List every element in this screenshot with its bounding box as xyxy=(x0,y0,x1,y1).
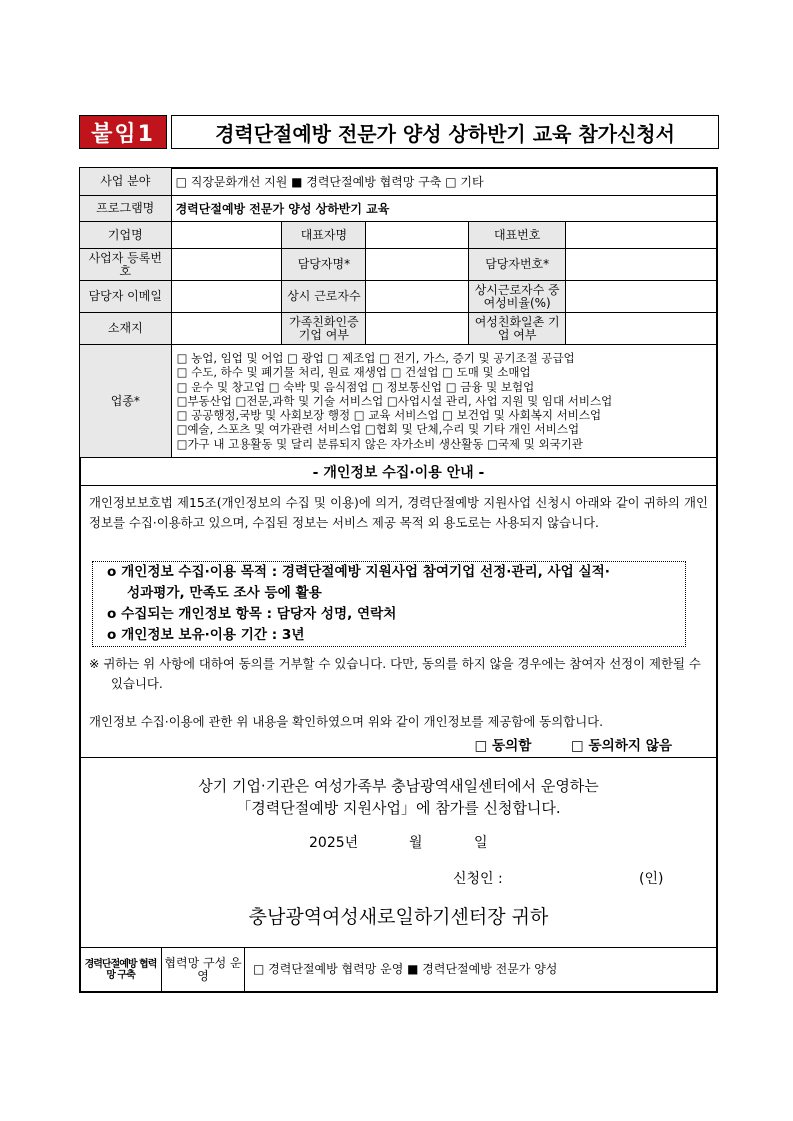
footer-options[interactable]: □ 경력단절예방 협력망 운영 ■ 경력단절예방 전문가 양성 xyxy=(245,948,718,993)
rep-phone-field[interactable] xyxy=(566,222,718,249)
date-month[interactable]: 월 xyxy=(409,835,423,851)
company-field[interactable] xyxy=(171,222,282,249)
disagree-checkbox[interactable]: □ 동의하지 않음 xyxy=(570,738,672,754)
declaration-line-2: 「경력단절예방 지원사업」에 참가를 신청합니다. xyxy=(236,799,561,817)
location-field[interactable] xyxy=(171,313,282,345)
rep-phone-label: 대표번호 xyxy=(469,222,566,249)
privacy-note xyxy=(79,654,718,694)
rep-name-field[interactable] xyxy=(366,222,469,249)
recipient: 충남광역여성새로일하기센터장 귀하 xyxy=(248,906,549,928)
manager-phone-label: 담당자번호* xyxy=(469,249,566,281)
privacy-note-text: ※ 귀하는 위 사항에 대하여 동의를 거부할 수 있습니다. 다만, 동의를 하지 않을 경우에는 참여자 선정이 제한될 수 있습니다. xyxy=(89,656,701,691)
privacy-item-purpose-cont: 성과평가, 만족도 조사 등에 활용 xyxy=(127,585,322,601)
seal-mark[interactable]: (인) xyxy=(639,871,664,887)
bizno-field[interactable] xyxy=(171,249,282,281)
privacy-details-box xyxy=(92,561,686,647)
consent-options xyxy=(79,734,718,754)
family-cert-label: 가족친화인증 기업 여부 xyxy=(282,313,366,345)
employees-label: 상시 근로자수 xyxy=(282,281,366,313)
attachment-badge: 붙임1 xyxy=(79,115,167,149)
privacy-title: - 개인정보 수집·이용 안내 - xyxy=(79,460,718,486)
section-divider xyxy=(79,757,718,758)
industry-label: 업종* xyxy=(80,345,172,458)
industry-line[interactable]: □예술, 스포츠 및 여가관련 서비스업 □협회 및 단체,수리 및 기타 개인 서비스업 xyxy=(176,422,580,437)
applicant-label: 신청인 : xyxy=(453,871,503,887)
date-day[interactable]: 일 xyxy=(474,835,488,851)
industry-line[interactable]: □ 운수 및 창고업 □ 숙박 및 음식점업 □ 정보통신업 □ 금융 및 보험업 xyxy=(176,379,535,394)
women-friendly-field[interactable] xyxy=(566,313,718,345)
industry-line[interactable]: □부동산업 □전문,과학 및 기술 서비스업 □사업시설 관리, 사업 지원 및 임대 서비스업 xyxy=(176,393,613,408)
female-ratio-label: 상시근로자수 중 여성비율(%) xyxy=(469,281,566,313)
employees-field[interactable] xyxy=(366,281,469,313)
consent-text: 개인정보 수집·이용에 관한 위 내용을 확인하였으며 위와 같이 개인정보를 제공함에 동의합니다. xyxy=(89,714,604,729)
manager-name-label: 담당자명* xyxy=(282,249,366,281)
declaration-line-1: 상기 기업·기관은 여성가족부 충남광역새일센터에서 운영하는 xyxy=(198,777,599,795)
declaration xyxy=(79,775,718,819)
industry-line[interactable]: □ 공공행정,국방 및 사회보장 행정 □ 교육 서비스업 □ 보건업 및 사회복지 서비스업 xyxy=(176,408,602,423)
bizno-label: 사업자 등록번호 xyxy=(80,249,172,281)
industry-line[interactable]: □가구 내 고용활동 및 달리 분류되지 않은 자가소비 생산활동 □국제 및 외국기관 xyxy=(176,436,583,451)
date-year[interactable]: 2025년 xyxy=(309,835,359,851)
privacy-item-purpose: o 개인정보 수집·이용 목적 : 경력단절예방 지원사업 참여기업 선정·관리, 사업 실적· xyxy=(107,564,610,580)
industry-line[interactable]: □ 수도, 하수 및 폐기물 처리, 원료 재생업 □ 건설업 □ 도매 및 소매업 xyxy=(176,365,531,380)
agree-checkbox[interactable]: □ 동의함 xyxy=(474,738,532,754)
page-title: 경력단절예방 전문가 양성 상하반기 교육 참가신청서 xyxy=(171,115,719,149)
manager-name-field[interactable] xyxy=(366,249,469,281)
manager-phone-field[interactable] xyxy=(566,249,718,281)
privacy-item-fields: o 수집되는 개인정보 항목 : 담당자 성명, 연락처 xyxy=(107,606,397,622)
footer-table xyxy=(79,947,718,993)
family-cert-field[interactable] xyxy=(366,313,469,345)
footer-subcategory: 협력망 구성 운영 xyxy=(162,948,245,993)
rep-name-label: 대표자명 xyxy=(282,222,366,249)
program-label: 프로그램명 xyxy=(80,196,172,222)
footer-category: 경력단절예방 협력망 구축 xyxy=(80,948,162,993)
privacy-intro: 개인정보보호법 제15조(개인정보의 수집 및 이용)에 의거, 경력단절예방 지원사업 신청시 아래와 같이 귀하의 개인정보를 수집·이용하고 있으며, 수집된 정보는 서비스 제공 목적 외 용도로는 사용되지 않습니다. xyxy=(89,495,708,530)
program-value: 경력단절예방 전문가 양성 상하반기 교육 xyxy=(171,196,717,222)
female-ratio-field[interactable] xyxy=(566,281,718,313)
company-label: 기업명 xyxy=(80,222,172,249)
location-label: 소재지 xyxy=(80,313,172,345)
industry-options[interactable] xyxy=(171,345,717,458)
business-area-options[interactable]: □ 직장문화개선 지원 ■ 경력단절예방 협력망 구축 □ 기타 xyxy=(171,168,717,196)
industry-line[interactable]: □ 농업, 임업 및 어업 □ 광업 □ 제조업 □ 전기, 가스, 증기 및 공기조절 공급업 xyxy=(176,350,575,365)
manager-email-label: 담당자 이메일 xyxy=(80,281,172,313)
privacy-item-period: o 개인정보 보유·이용 기간 : 3년 xyxy=(107,627,305,643)
business-area-label: 사업 분야 xyxy=(80,168,172,196)
women-friendly-label: 여성친화일촌 기업 여부 xyxy=(469,313,566,345)
header xyxy=(79,115,719,149)
application-table xyxy=(79,167,718,458)
manager-email-field[interactable] xyxy=(171,281,282,313)
